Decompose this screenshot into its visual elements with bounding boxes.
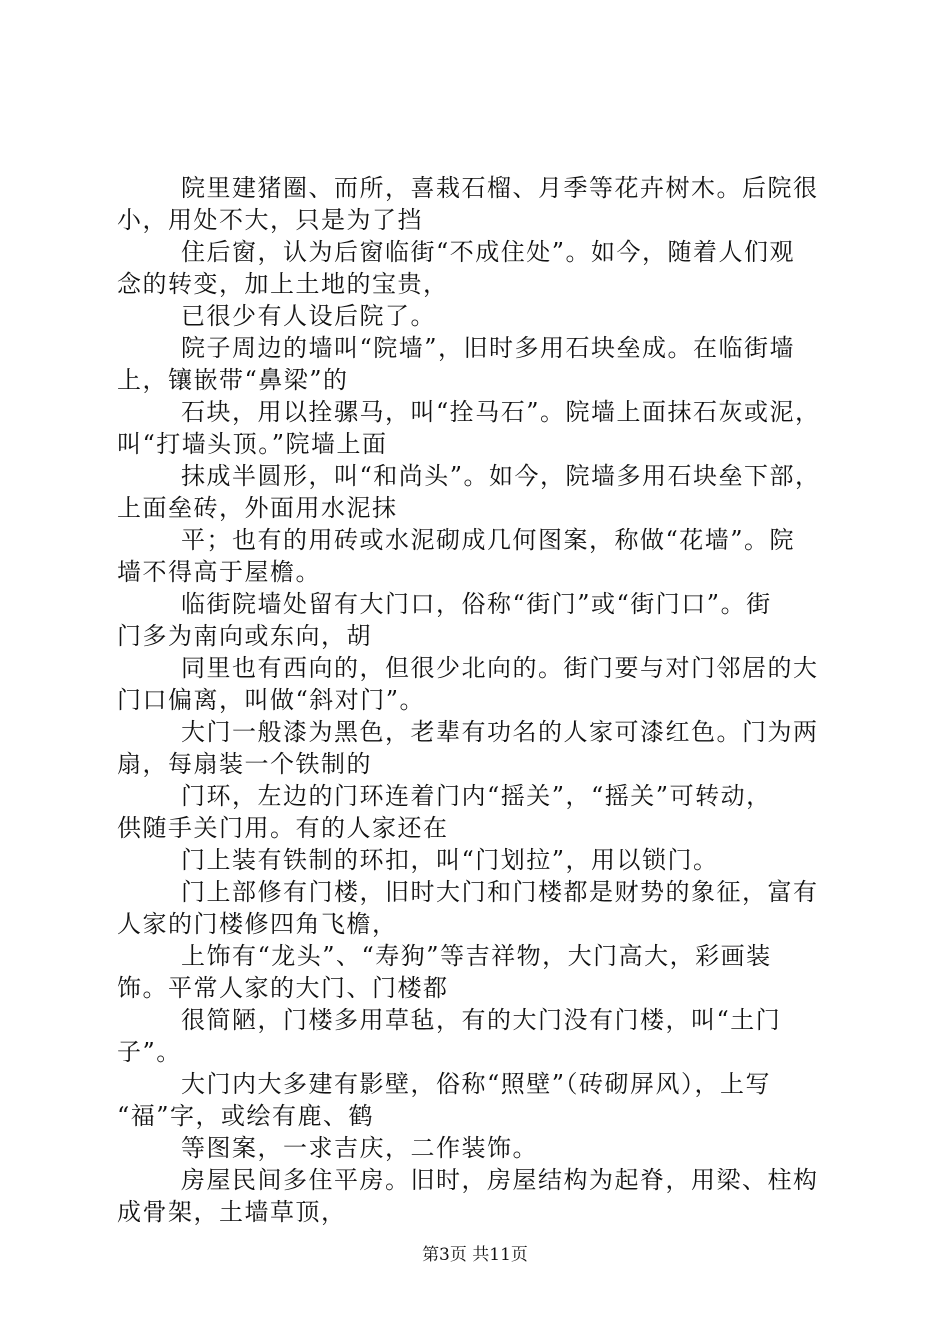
text-line: 墙不得高于屋檐。	[117, 558, 321, 586]
text-line: 上，镶嵌带“鼻梁”的	[117, 366, 349, 394]
text-line: 门上装有铁制的环扣，叫“门划拉”，用以锁门。	[181, 846, 719, 874]
text-line: 人家的门楼修四角飞檐，	[117, 910, 398, 938]
text-line: 门多为南向或东向，胡	[117, 622, 372, 650]
text-line: 扇，每扇装一个铁制的	[117, 750, 372, 778]
document-body	[117, 172, 837, 1228]
text-line: 饰。平常人家的大门、门楼都	[117, 974, 449, 1002]
page-number-label: 第3页 共11页	[422, 1245, 528, 1265]
text-line: 石块，用以拴骡马，叫“拴马石”。院墙上面抹石灰或泥，	[181, 398, 821, 426]
text-line: 念的转变，加上土地的宝贵，	[117, 270, 449, 298]
text-line: 大门内大多建有影壁，俗称“照壁”（砖砌屏风），上写	[181, 1070, 772, 1098]
text-line: 叫“打墙头顶。”院墙上面	[117, 430, 388, 458]
text-line: 大门一般漆为黑色，老辈有功名的人家可漆红色。门为两	[181, 718, 819, 746]
text-line: 成骨架，土墙草顶，	[117, 1198, 347, 1226]
text-line: 等图案，一求吉庆，二作装饰。	[181, 1134, 538, 1162]
text-line: “福”字，或绘有鹿、鹤	[117, 1102, 375, 1130]
text-line: 上面垒砖，外面用水泥抹	[117, 494, 398, 522]
text-line: 已很少有人设后院了。	[181, 302, 436, 330]
text-line: 门口偏离，叫做“斜对门”。	[117, 686, 426, 714]
text-line: 供随手关门用。有的人家还在	[117, 814, 449, 842]
text-line: 临街院墙处留有大门口，俗称“街门”或“街门口”。街	[181, 590, 772, 618]
text-line: 院子周边的墙叫“院墙”，旧时多用石块垒成。在临街墙	[181, 334, 796, 362]
page-footer	[0, 1244, 950, 1266]
text-line: 住后窗，认为后窗临街“不成住处”。如今，随着人们观	[181, 238, 796, 266]
text-line: 院里建猪圈、而所，喜栽石榴、月季等花卉树木。后院很	[181, 174, 819, 202]
text-line: 子”。	[117, 1038, 182, 1066]
text-line: 房屋民间多住平房。旧时，房屋结构为起脊，用梁、柱构	[181, 1166, 819, 1194]
text-line: 上饰有“龙头”、“寿狗”等吉祥物，大门高大，彩画装	[181, 942, 772, 970]
text-line: 门环，左边的门环连着门内“摇关”，“摇关”可转动，	[181, 782, 772, 810]
text-line: 抹成半圆形，叫“和尚头”。如今，院墙多用石块垒下部，	[181, 462, 821, 490]
text-line: 同里也有西向的，但很少北向的。街门要与对门邻居的大	[181, 654, 819, 682]
text-line: 小，用处不大，只是为了挡	[117, 206, 423, 234]
text-line: 门上部修有门楼，旧时大门和门楼都是财势的象征，富有	[181, 878, 819, 906]
text-line: 平；也有的用砖或水泥砌成几何图案，称做“花墙”。院	[181, 526, 796, 554]
text-line: 很简陋，门楼多用草毡，有的大门没有门楼，叫“土门	[181, 1006, 782, 1034]
